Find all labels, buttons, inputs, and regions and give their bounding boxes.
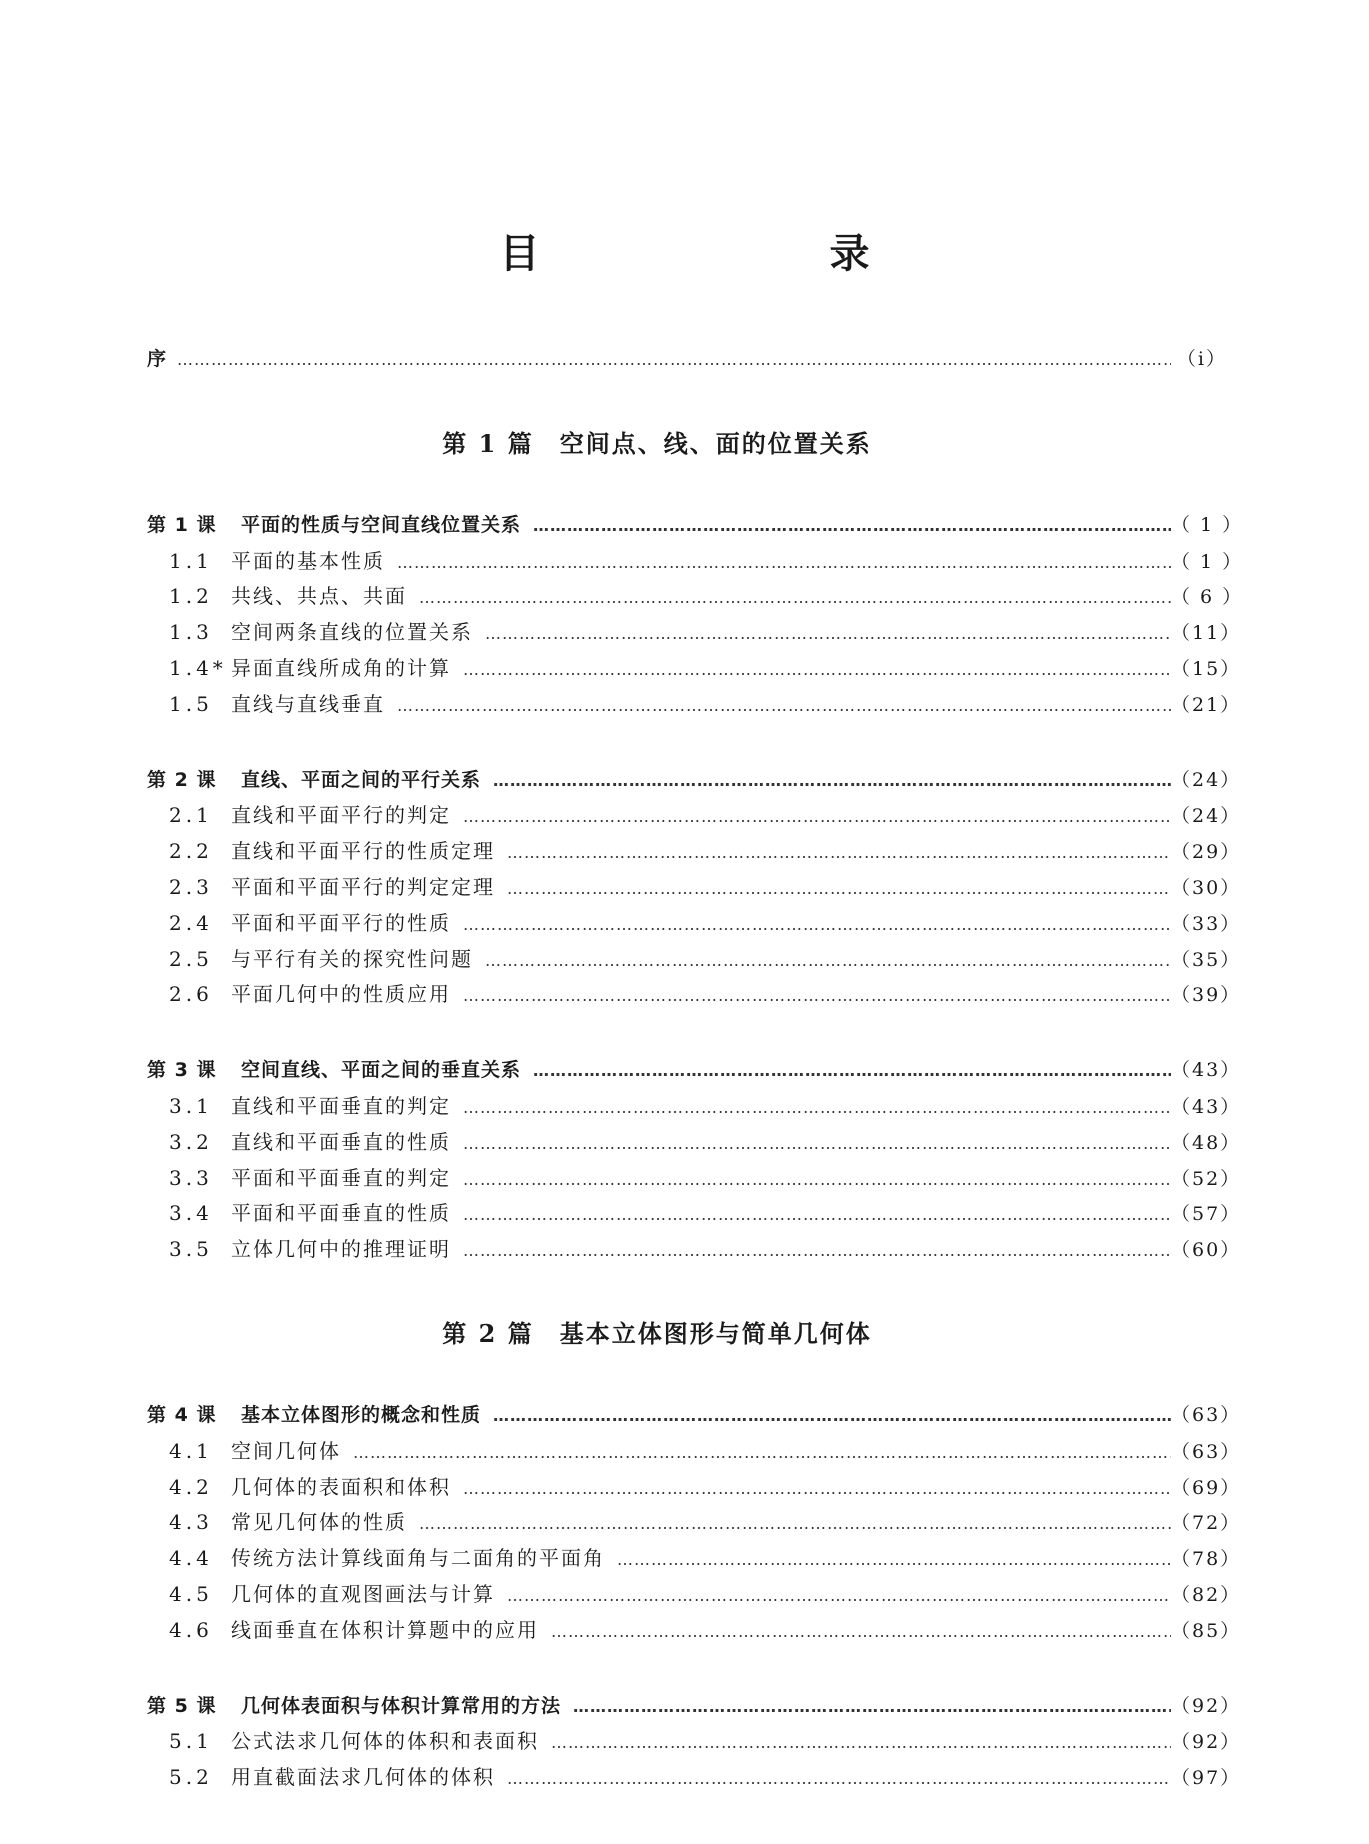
section-title: 与平行有关的探究性问题 [231,946,473,971]
section-title: 传统方法计算线面角与二面角的平面角 [231,1546,605,1571]
dot-leader [533,1053,1171,1089]
toc-entry-section[interactable] [147,1541,1242,1577]
section-title: 用直截面法求几何体的体积 [231,1765,495,1790]
lesson-number: 第 4 课 [147,1403,217,1426]
dot-leader [419,580,1171,616]
section-title: 空间两条直线的位置关系 [231,620,473,645]
section-title: 几何体的表面积和体积 [231,1474,451,1499]
page-number: （11） [1171,622,1242,645]
dot-leader [463,1197,1171,1233]
page-title: 目 录 [499,231,940,277]
page-number: （78） [1171,1548,1242,1571]
section-number: 4.3 [169,1510,213,1535]
lesson-title: 平面的性质与空间直线位置关系 [241,513,522,536]
dot-leader [463,1126,1171,1162]
section-number: 4.4 [169,1546,213,1571]
section-number: 1.1 [169,548,213,573]
section-number: 2.5 [169,946,213,971]
section-title: 立体几何中的推理证明 [231,1237,451,1262]
toc-entry-section[interactable] [147,1760,1242,1796]
section-title: 几何体的直观图画法与计算 [231,1581,495,1606]
section-number: 2.3 [169,874,213,899]
section-title: 平面几何中的性质应用 [231,982,451,1007]
page-number: （21） [1171,693,1242,716]
section-number: 3.3 [169,1165,213,1190]
dot-leader [493,1398,1171,1434]
section-title: 线面垂直在体积计算题中的应用 [231,1617,539,1642]
toc-entry-section[interactable] [147,798,1242,834]
dot-leader [507,871,1171,907]
dot-leader [551,1725,1171,1761]
section-title: 共线、共点、共面 [231,584,407,609]
page-number: （ⅰ） [1176,348,1227,370]
section-number: 4.2 [169,1474,213,1499]
page-number: （92） [1171,1731,1242,1754]
lesson-title: 直线、平面之间的平行关系 [241,768,482,791]
page-number: （35） [1171,948,1242,971]
dot-leader [463,1233,1171,1269]
section-title: 平面和平面平行的判定定理 [231,874,495,899]
toc-entry-section[interactable] [147,1505,1242,1541]
page-number: （ 6 ） [1171,586,1244,609]
dot-leader [507,1761,1171,1797]
toc-entry-lesson[interactable] [147,1053,1242,1089]
table-of-contents [147,342,1244,1796]
toc-entry-section[interactable] [147,942,1242,978]
dot-leader [507,1578,1171,1614]
dot-leader [485,943,1171,979]
page-number: （24） [1171,768,1242,791]
toc-entry-section[interactable] [147,615,1242,651]
lesson-number: 第 1 课 [147,513,217,536]
dot-leader [507,835,1171,871]
section-number: 2.4 [169,910,213,935]
dot-leader [397,545,1171,581]
section-title: 空间几何体 [231,1438,341,1463]
lesson-number: 第 3 课 [147,1059,217,1082]
section-number: 3.4 [169,1201,213,1226]
toc-entry-lesson[interactable] [147,508,1244,544]
section-title: 直线和平面垂直的判定 [231,1093,451,1118]
lesson-title: 几何体表面积与体积计算常用的方法 [241,1694,562,1717]
section-title: 直线和平面平行的判定 [231,803,451,828]
part-heading: 第 2 篇 基本立体图形与简单几何体 [442,1318,872,1348]
dot-leader [463,652,1171,688]
section-number: 4.5 [169,1581,213,1606]
dot-leader [463,1162,1171,1198]
section-number: 2.1 [169,803,213,828]
toc-entry-section[interactable] [147,544,1244,580]
dot-leader [485,616,1171,652]
dot-leader [419,1506,1171,1542]
dot-leader [463,1471,1171,1507]
toc-entry-section[interactable] [147,1613,1242,1649]
dot-leader [463,1090,1171,1126]
toc-entry-section[interactable] [147,1577,1242,1613]
section-title: 异面直线所成角的计算 [231,655,451,680]
toc-entry-section[interactable] [147,1470,1242,1506]
preface-label: 序 [147,348,169,370]
page-number: （43） [1171,1059,1242,1082]
page-number: （ 1 ） [1171,550,1244,573]
part-heading: 第 1 篇 空间点、线、面的位置关系 [442,428,872,458]
section-number: 3.1 [169,1093,213,1118]
lesson-number: 第 2 课 [147,768,217,791]
toc-entry-section[interactable] [147,870,1242,906]
page-number: （33） [1171,912,1242,935]
toc-entry-section[interactable] [147,1196,1242,1232]
page-number: （ 1 ） [1171,513,1244,536]
page-number: （43） [1171,1095,1242,1118]
toc-entry-section[interactable] [147,579,1244,615]
toc-entry-section[interactable] [147,1434,1242,1470]
section-number: 2.6 [169,982,213,1007]
page-number: （63） [1171,1440,1242,1463]
section-title: 直线和平面平行的性质定理 [231,839,495,864]
toc-entry-section[interactable] [147,687,1242,723]
dot-leader [573,1689,1171,1725]
section-number: 4.1 [169,1438,213,1463]
toc-entry-lesson[interactable] [147,763,1242,799]
toc-entry-section[interactable] [147,1232,1242,1268]
page-number: （30） [1171,876,1242,899]
page-number: （57） [1171,1203,1242,1226]
dot-leader [463,978,1171,1014]
section-number: 1.3 [169,620,213,645]
section-title: 平面的基本性质 [231,548,385,573]
dot-leader [551,1614,1171,1650]
dot-leader [493,763,1171,799]
page-number: （69） [1171,1476,1242,1499]
dot-leader [353,1435,1171,1471]
toc-entry-section[interactable] [147,1089,1242,1125]
dot-leader [617,1542,1171,1578]
page-number: （85） [1171,1619,1242,1642]
page-number: （97） [1171,1767,1242,1790]
section-title: 常见几何体的性质 [231,1510,407,1535]
section-number: 3.2 [169,1129,213,1154]
dot-leader [397,688,1171,724]
section-number: 5.2 [169,1765,213,1790]
section-title: 公式法求几何体的体积和表面积 [231,1729,539,1754]
dot-leader [177,342,1171,378]
section-number: 1.2 [169,584,213,609]
toc-entry-lesson[interactable] [147,1689,1242,1725]
page-number: （48） [1171,1131,1242,1154]
toc-entry-section[interactable] [147,906,1242,942]
section-title: 平面和平面垂直的判定 [231,1165,451,1190]
dot-leader [463,799,1171,835]
page-number: （24） [1171,805,1242,828]
section-number: 5.1 [169,1729,213,1754]
page-number: （29） [1171,841,1242,864]
lesson-title: 空间直线、平面之间的垂直关系 [241,1059,522,1082]
page-number: （82） [1171,1583,1242,1606]
section-title: 平面和平面平行的性质 [231,910,451,935]
dot-leader [463,907,1171,943]
toc-entry-section[interactable] [147,977,1242,1013]
toc-entry-section[interactable] [147,1161,1242,1197]
toc-entry-section[interactable] [147,651,1242,687]
toc-entry-section[interactable] [147,834,1242,870]
section-number: 1.5 [169,691,213,716]
page-number: （63） [1171,1403,1242,1426]
toc-entry-section[interactable] [147,1724,1242,1760]
section-title: 直线与直线垂直 [231,691,385,716]
lesson-title: 基本立体图形的概念和性质 [241,1403,482,1426]
page-number: （52） [1171,1167,1242,1190]
section-number: 3.5 [169,1237,213,1262]
page-number: （60） [1171,1239,1242,1262]
page-number: （15） [1171,657,1242,680]
toc-entry-preface[interactable] [147,342,1227,378]
section-title: 平面和平面垂直的性质 [231,1201,451,1226]
dot-leader [533,508,1171,544]
lesson-number: 第 5 课 [147,1694,217,1717]
toc-entry-section[interactable] [147,1125,1242,1161]
section-number: 4.6 [169,1617,213,1642]
section-number: 1.4* [169,655,227,680]
page-number: （72） [1171,1512,1242,1535]
page-number: （39） [1171,984,1242,1007]
toc-entry-lesson[interactable] [147,1398,1242,1434]
section-title: 直线和平面垂直的性质 [231,1129,451,1154]
section-number: 2.2 [169,839,213,864]
page-number: （92） [1171,1694,1242,1717]
